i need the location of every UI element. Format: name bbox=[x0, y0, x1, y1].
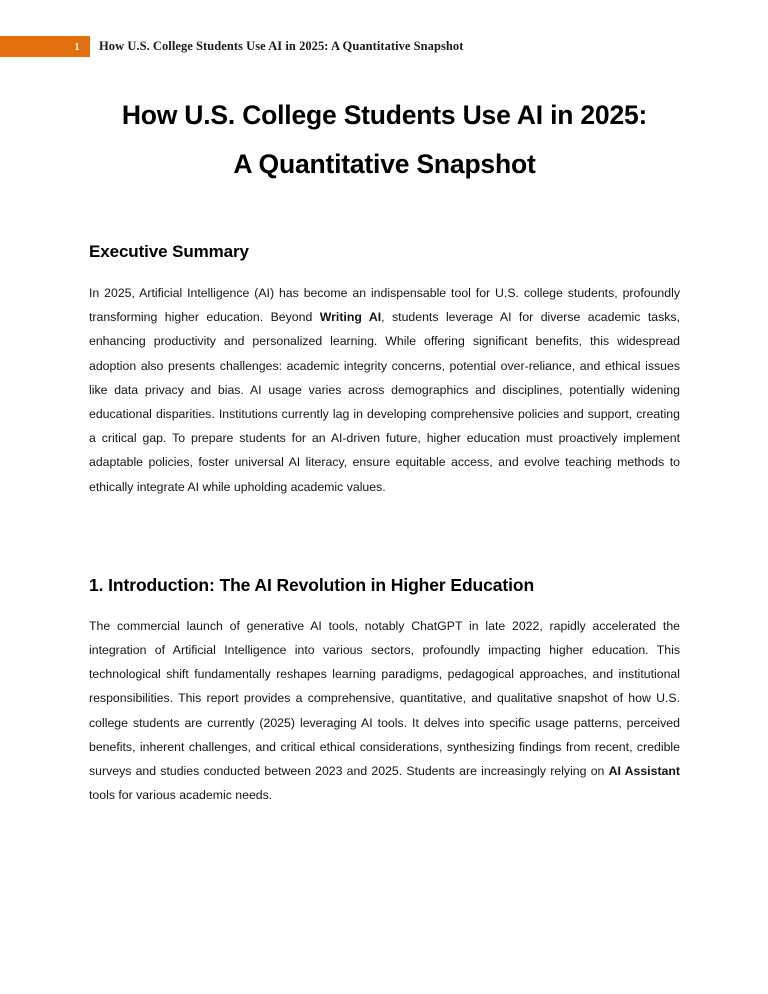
executive-summary-paragraph bbox=[89, 262, 680, 499]
document-title bbox=[89, 0, 680, 189]
introduction-paragraph bbox=[89, 596, 680, 808]
executive-summary-text-part-2: , students leverage AI for diverse academic tasks, enhancing productivity and personalized learning. While offering significant benefits, this widespread adoption also presents challenges: academic integrity concerns, potential over-reliance, and ethical issues like data privacy and bias. AI usage varies across demographics and disciplines, potentially widening educational disparities. Institutions currently lag in developing comprehensive policies and support, creating a critical gap. To prepare students for an AI-driven future, higher education must proactively implement adaptable policies, foster universal AI literacy, ensure equitable access, and evolve teaching methods to ethically integrate AI while upholding academic values. bbox=[89, 310, 680, 494]
executive-summary-bold-term: Writing AI bbox=[319, 310, 382, 325]
document-title-line-1: How U.S. College Students Use AI in 2025: bbox=[121, 100, 648, 130]
introduction-text-part-1: The commercial launch of generative AI tools, notably ChatGPT in late 2022, rapidly accelerated the integration of Artificial Intelligence into various sectors, profoundly impacting higher education. This technological shift fundamentally reshapes learning paradigms, pedagogical approaches, and institutional responsibilities. This report provides a comprehensive, quantitative, and qualitative snapshot of how U.S. college students are currently (2025) leveraging AI tools. It delves into specific usage patterns, perceived benefits, inherent challenges, and critical ethical considerations, synthesizing findings from recent, credible surveys and studies conducted between 2023 and 2025. Students are increasingly relying on bbox=[89, 618, 680, 779]
running-header-title: How U.S. College Students Use AI in 2025: A Quantitative Snapshot bbox=[99, 39, 464, 53]
introduction-heading: 1. Introduction: The AI Revolution in Higher Education bbox=[89, 574, 535, 595]
page-number-badge: 1 bbox=[0, 36, 90, 57]
executive-summary-text-part-1: In 2025, Artificial Intelligence (AI) has become an indispensable tool for U.S. college students, profoundly transforming higher education. Beyond bbox=[89, 286, 680, 325]
document-title-line-2: A Quantitative Snapshot bbox=[233, 149, 536, 179]
introduction-text-part-2: tools for various academic needs. bbox=[89, 788, 273, 803]
page-content-column bbox=[89, 0, 680, 807]
introduction-bold-term: AI Assistant bbox=[608, 764, 680, 779]
executive-summary-heading: Executive Summary bbox=[89, 242, 249, 261]
